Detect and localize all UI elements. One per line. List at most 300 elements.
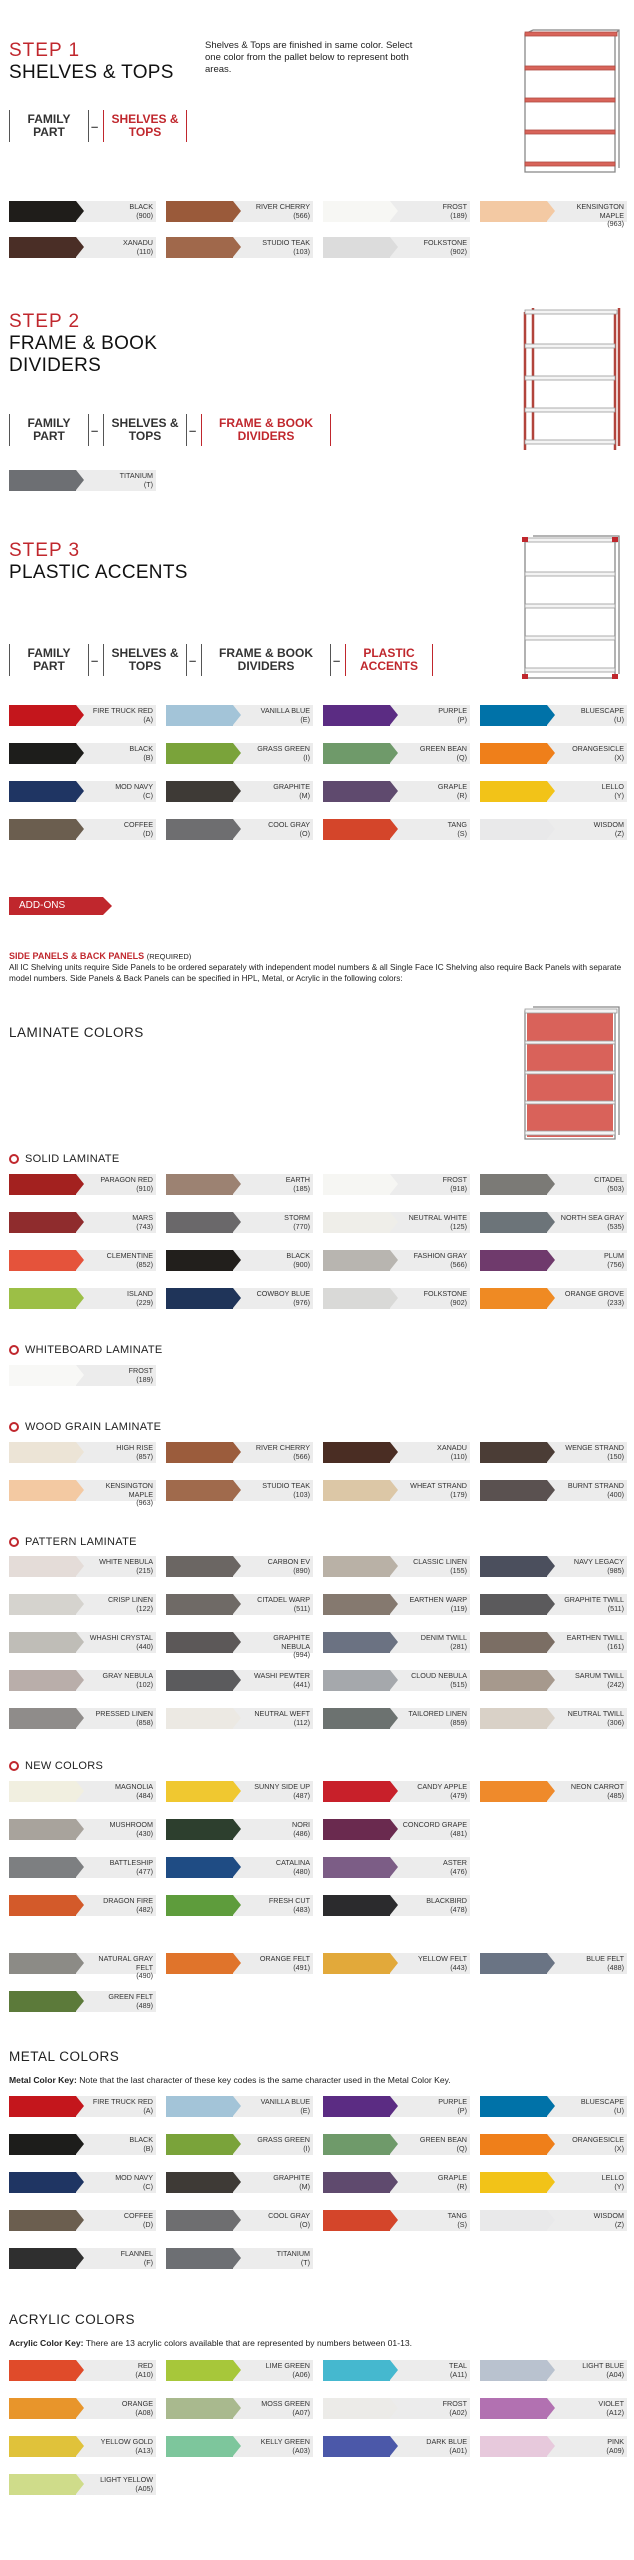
color-swatch-label: CONCORD GRAPE (481) (390, 1819, 470, 1840)
color-swatch-label: ASTER (476) (390, 1857, 470, 1878)
color-swatch-label: CITADEL WARP (511) (233, 1594, 313, 1615)
color-chip (323, 2360, 390, 2381)
color-swatch (480, 781, 627, 802)
color-chip (323, 1212, 390, 1233)
color-swatch (480, 2360, 627, 2381)
color-chip (166, 201, 233, 222)
color-chip (323, 1556, 390, 1577)
color-swatch-label: WHITE NEBULA (215) (76, 1556, 156, 1577)
color-swatch (323, 1442, 470, 1463)
color-chip (9, 1365, 76, 1386)
color-swatch-label: WHEAT STRAND (179) (390, 1480, 470, 1501)
color-chip (9, 705, 76, 726)
bullet-ring-icon (9, 1761, 19, 1771)
color-chip (9, 2248, 76, 2269)
color-swatch (323, 1174, 470, 1195)
color-swatch (480, 1288, 627, 1309)
color-swatch-label: TANG (S) (390, 2210, 470, 2231)
color-chip (9, 1594, 76, 1615)
color-swatch (9, 1288, 156, 1309)
color-swatch (323, 1250, 470, 1271)
color-swatch-label: LIME GREEN (A06) (233, 2360, 313, 2381)
color-swatch-label: GRAPHITE NEBULA (994) (233, 1632, 313, 1653)
color-swatch (166, 1174, 313, 1195)
color-swatch (166, 1708, 313, 1729)
color-swatch-label: TEAL (A11) (390, 2360, 470, 2381)
color-chip (166, 1594, 233, 1615)
color-swatch-label: ORANGE (A08) (76, 2398, 156, 2419)
color-chip (480, 2134, 547, 2155)
color-swatch-label: CITADEL (503) (547, 1174, 627, 1195)
color-swatch (323, 1670, 470, 1691)
color-chip (9, 2436, 76, 2457)
color-swatch-label: ORANGE FELT (491) (233, 1953, 313, 1974)
color-swatch (480, 1632, 627, 1653)
color-chip (166, 1781, 233, 1802)
color-chip (166, 2172, 233, 2193)
color-swatch (480, 1670, 627, 1691)
color-swatch (166, 2172, 313, 2193)
color-swatch-label: MOD NAVY (C) (76, 781, 156, 802)
color-swatch (480, 201, 627, 229)
color-chip (323, 1708, 390, 1729)
color-chip (9, 2134, 76, 2155)
color-chip (9, 743, 76, 764)
color-chip (323, 1632, 390, 1653)
color-swatch-label: NORI (486) (233, 1819, 313, 1840)
color-swatch (480, 1594, 627, 1615)
color-swatch-label: RIVER CHERRY (566) (233, 1442, 313, 1463)
color-chip (9, 781, 76, 802)
color-swatch (9, 1442, 156, 1463)
color-swatch-label: FROST (189) (76, 1365, 156, 1386)
color-chip (9, 1991, 76, 2012)
new-colors-heading (9, 1760, 103, 1772)
color-swatch-label: RIVER CHERRY (566) (233, 201, 313, 222)
color-chip (9, 2474, 76, 2495)
pattern-laminate-heading (9, 1536, 137, 1548)
color-swatch-label: FASHION GRAY (566) (390, 1250, 470, 1271)
color-swatch-label: GRASS GREEN (I) (233, 2134, 313, 2155)
color-swatch-label: COWBOY BLUE (976) (233, 1288, 313, 1309)
color-swatch (166, 1288, 313, 1309)
color-swatch-label: GRAPHITE (M) (233, 2172, 313, 2193)
color-swatch (9, 743, 156, 764)
color-swatch-label: VIOLET (A12) (547, 2398, 627, 2419)
color-swatch-label: WHASHI CRYSTAL (440) (76, 1632, 156, 1653)
color-chip (166, 1250, 233, 1271)
color-swatch-label: TITANIUM (T) (233, 2248, 313, 2269)
color-chip (9, 470, 76, 491)
color-swatch-label: XANADU (110) (76, 237, 156, 258)
color-swatch-label: COOL GRAY (O) (233, 2210, 313, 2231)
color-chip (480, 1594, 547, 1615)
color-chip (166, 705, 233, 726)
color-swatch (9, 1953, 156, 1981)
addons-body: All IC Shelving units require Side Panels to be ordered separately with independent model numbers & all Single Face IC Shelving also require Back Panels with separate model numbers. Side Panels & Back Panels can be specified in HPL, Metal, or Acrylic in the following colors: (9, 963, 622, 983)
color-swatch-label: MUSHROOM (430) (76, 1819, 156, 1840)
color-chip (166, 1819, 233, 1840)
color-swatch-label: GREEN BEAN (Q) (390, 743, 470, 764)
color-swatch (9, 2096, 156, 2117)
bullet-ring-icon (9, 1154, 19, 1164)
shelf-illustration-step3 (519, 534, 623, 684)
color-swatch-label: BLUE FELT (488) (547, 1953, 627, 1974)
color-chip (323, 819, 390, 840)
color-swatch (166, 1556, 313, 1577)
color-swatch-label: STORM (770) (233, 1212, 313, 1233)
color-swatch-label: LIGHT YELLOW (A05) (76, 2474, 156, 2495)
woodgrain-laminate-title: WOOD GRAIN LAMINATE (25, 1421, 162, 1433)
color-swatch (9, 819, 156, 840)
color-swatch (323, 781, 470, 802)
acrylic-key (9, 2338, 624, 2348)
color-swatch-label: FLANNEL (F) (76, 2248, 156, 2269)
color-chip (323, 705, 390, 726)
color-chip (166, 1708, 233, 1729)
color-swatch-label: CATALINA (480) (233, 1857, 313, 1878)
color-chip (480, 1212, 547, 1233)
color-swatch-label: NEUTRAL TWILL (306) (547, 1708, 627, 1729)
woodgrain-laminate-heading (9, 1421, 161, 1433)
color-swatch-label: BLACK (900) (233, 1250, 313, 1271)
color-chip (323, 781, 390, 802)
color-swatch-label: SARUM TWILL (242) (547, 1670, 627, 1691)
color-swatch (9, 1250, 156, 1271)
color-swatch (9, 2436, 156, 2457)
color-swatch (9, 705, 156, 726)
color-swatch (9, 2210, 156, 2231)
color-swatch (166, 819, 313, 840)
color-swatch (9, 1556, 156, 1577)
color-chip (480, 201, 547, 222)
color-chip (166, 2210, 233, 2231)
color-swatch (166, 2360, 313, 2381)
color-swatch-label: ORANGE GROVE (233) (547, 1288, 627, 1309)
color-swatch-label: KENSINGTON MAPLE (963) (76, 1480, 156, 1501)
color-swatch (9, 470, 156, 491)
color-swatch (166, 2436, 313, 2457)
color-chip (480, 1480, 547, 1501)
color-chip (323, 743, 390, 764)
color-swatch (166, 1857, 313, 1878)
color-swatch-label: CANDY APPLE (479) (390, 1781, 470, 1802)
shelf-illustration-step1 (519, 28, 623, 178)
color-chip (480, 819, 547, 840)
color-swatch-label: NORTH SEA GRAY (535) (547, 1212, 627, 1233)
color-swatch-label: FOLKSTONE (902) (390, 1288, 470, 1309)
color-swatch-label: YELLOW GOLD (A13) (76, 2436, 156, 2457)
color-chip (9, 819, 76, 840)
color-chip (166, 1174, 233, 1195)
color-swatch-label: MAGNOLIA (484) (76, 1781, 156, 1802)
bracket-label: FAMILY PART (9, 110, 89, 142)
color-chip (166, 1442, 233, 1463)
color-swatch-label: CLASSIC LINEN (155) (390, 1556, 470, 1577)
color-chip (166, 819, 233, 840)
shelf-illustration-panels (519, 1005, 623, 1145)
pattern-laminate-title: PATTERN LAMINATE (25, 1536, 137, 1548)
color-swatch (9, 781, 156, 802)
color-chip (9, 1708, 76, 1729)
color-swatch (166, 201, 313, 222)
color-chip (323, 2210, 390, 2231)
color-chip (323, 1250, 390, 1271)
color-swatch (323, 201, 470, 222)
color-chip (480, 1632, 547, 1653)
laminate-title: LAMINATE COLORS (9, 1025, 144, 1040)
bracket-label: SHELVES & TOPS (103, 414, 187, 446)
color-swatch (323, 1556, 470, 1577)
color-swatch (480, 2210, 627, 2231)
color-swatch (9, 1895, 156, 1916)
color-swatch (480, 1174, 627, 1195)
color-swatch (9, 1632, 156, 1653)
color-swatch (323, 743, 470, 764)
color-swatch (9, 1174, 156, 1195)
color-swatch-label: NAVY LEGACY (985) (547, 1556, 627, 1577)
color-chip (323, 1288, 390, 1309)
color-swatch-label: GRAY NEBULA (102) (76, 1670, 156, 1691)
color-chip (480, 2172, 547, 2193)
color-swatch (166, 1632, 313, 1660)
color-swatch (323, 2096, 470, 2117)
color-chip (9, 2360, 76, 2381)
color-swatch-label: BURNT STRAND (400) (547, 1480, 627, 1501)
color-swatch (480, 705, 627, 726)
color-swatch (9, 1365, 156, 1386)
color-swatch (9, 2398, 156, 2419)
bracket-label: SHELVES & TOPS (103, 644, 187, 676)
color-swatch-label: FROST (A02) (390, 2398, 470, 2419)
step1-number: STEP 1 (9, 40, 81, 61)
color-swatch (323, 2398, 470, 2419)
bracket-plus-separator: – (189, 653, 197, 668)
color-swatch-label: GRAPHITE TWILL (511) (547, 1594, 627, 1615)
color-chip (9, 1288, 76, 1309)
color-swatch-label: LIGHT BLUE (A04) (547, 2360, 627, 2381)
color-swatch (323, 2172, 470, 2193)
color-swatch-label: FIRE TRUCK RED (A) (76, 705, 156, 726)
color-swatch-label: BLACK (B) (76, 743, 156, 764)
color-chip (9, 1212, 76, 1233)
color-swatch-label: EARTHEN TWILL (161) (547, 1632, 627, 1653)
color-swatch (480, 2436, 627, 2457)
color-swatch (323, 2360, 470, 2381)
color-swatch-label: VANILLA BLUE (E) (233, 705, 313, 726)
color-chip (166, 2360, 233, 2381)
color-swatch (480, 1212, 627, 1233)
addons-heading-text: SIDE PANELS & BACK PANELS (9, 951, 145, 961)
color-chip (9, 1556, 76, 1577)
color-swatch-label: COFFEE (D) (76, 819, 156, 840)
solid-laminate-heading (9, 1153, 119, 1165)
color-swatch (166, 1781, 313, 1802)
color-swatch-label: GRASS GREEN (I) (233, 743, 313, 764)
color-swatch-label: LELLO (Y) (547, 781, 627, 802)
addons-tag (9, 897, 103, 915)
color-swatch (9, 2172, 156, 2193)
color-swatch (9, 1212, 156, 1233)
color-chip (166, 743, 233, 764)
color-swatch-label: CLEMENTINE (852) (76, 1250, 156, 1271)
color-swatch (9, 1708, 156, 1729)
color-swatch-label: ORANGESICLE (X) (547, 743, 627, 764)
color-chip (9, 201, 76, 222)
color-swatch (166, 2134, 313, 2155)
step2-title-line2: DIVIDERS (9, 355, 102, 376)
acrylic-key-label: Acrylic Color Key: (9, 2338, 84, 2348)
color-swatch (9, 2248, 156, 2269)
color-chip (166, 1670, 233, 1691)
color-chip (480, 2096, 547, 2117)
color-swatch (323, 1288, 470, 1309)
step2-title-line1: FRAME & BOOK (9, 333, 158, 354)
color-swatch-label: COFFEE (D) (76, 2210, 156, 2231)
metal-key (9, 2075, 624, 2085)
color-swatch-label: MOSS GREEN (A07) (233, 2398, 313, 2419)
color-chip (480, 743, 547, 764)
color-swatch (323, 1632, 470, 1653)
color-chip (323, 1670, 390, 1691)
color-chip (323, 1442, 390, 1463)
color-swatch (480, 1250, 627, 1271)
color-swatch-label: TITANIUM (T) (76, 470, 156, 491)
color-swatch (323, 237, 470, 258)
color-swatch-label: LELLO (Y) (547, 2172, 627, 2193)
color-swatch (480, 2398, 627, 2419)
color-chip (323, 237, 390, 258)
color-swatch (166, 1953, 313, 1974)
color-swatch-label: BLACKBIRD (478) (390, 1895, 470, 1916)
color-swatch (323, 1895, 470, 1916)
color-chip (323, 2398, 390, 2419)
color-swatch-label: COOL GRAY (O) (233, 819, 313, 840)
color-chip (323, 2096, 390, 2117)
color-swatch (480, 1781, 627, 1802)
color-chip (166, 1857, 233, 1878)
color-swatch-label: MOD NAVY (C) (76, 2172, 156, 2193)
metal-key-label: Metal Color Key: (9, 2075, 77, 2085)
color-swatch-label: WISDOM (Z) (547, 819, 627, 840)
color-swatch (323, 1781, 470, 1802)
color-swatch-label: DARK BLUE (A01) (390, 2436, 470, 2457)
bracket-label: FAMILY PART (9, 414, 89, 446)
color-swatch (9, 1991, 156, 2012)
color-chip (323, 2172, 390, 2193)
color-chip (166, 237, 233, 258)
color-swatch (480, 1953, 627, 1974)
color-chip (9, 2210, 76, 2231)
color-chip (323, 2436, 390, 2457)
color-swatch-label: NEUTRAL WHITE (125) (390, 1212, 470, 1233)
color-swatch (323, 2436, 470, 2457)
color-swatch-label: BATTLESHIP (477) (76, 1857, 156, 1878)
color-chip (166, 2248, 233, 2269)
color-chip (480, 1781, 547, 1802)
color-swatch (9, 1819, 156, 1840)
bracket-plus-separator: – (91, 423, 99, 438)
color-swatch-label: GRAPLE (R) (390, 2172, 470, 2193)
step3-number: STEP 3 (9, 540, 81, 561)
color-chip (166, 1288, 233, 1309)
color-swatch (166, 1212, 313, 1233)
color-swatch (323, 819, 470, 840)
color-swatch (323, 1480, 470, 1501)
step2-number: STEP 2 (9, 311, 81, 332)
color-swatch-label: PLUM (756) (547, 1250, 627, 1271)
color-swatch-label: BLUESCAPE (U) (547, 705, 627, 726)
color-chip (166, 1632, 233, 1653)
bracket-plus-separator: – (333, 653, 341, 668)
color-swatch-label: GREEN FELT (489) (76, 1991, 156, 2012)
color-swatch (9, 2360, 156, 2381)
color-swatch-label: VANILLA BLUE (E) (233, 2096, 313, 2117)
color-swatch-label: CARBON EV (890) (233, 1556, 313, 1577)
metal-title: METAL COLORS (9, 2049, 120, 2064)
color-swatch-label: FOLKSTONE (902) (390, 237, 470, 258)
color-swatch-label: EARTHEN WARP (119) (390, 1594, 470, 1615)
color-swatch-label: FRESH CUT (483) (233, 1895, 313, 1916)
color-swatch (9, 1594, 156, 1615)
color-chip (480, 1288, 547, 1309)
color-chip (480, 1953, 547, 1974)
color-swatch-label: GRAPLE (R) (390, 781, 470, 802)
color-chip (480, 781, 547, 802)
color-chip (323, 1781, 390, 1802)
color-swatch-label: SUNNY SIDE UP (487) (233, 1781, 313, 1802)
color-swatch (166, 781, 313, 802)
color-swatch (480, 1442, 627, 1463)
color-swatch-label: RED (A10) (76, 2360, 156, 2381)
color-swatch (323, 2210, 470, 2231)
bullet-ring-icon (9, 1537, 19, 1547)
metal-key-text: Note that the last character of these key codes is the same character used in the Metal Color Key. (79, 2075, 451, 2085)
color-chip (323, 1594, 390, 1615)
color-swatch (480, 1480, 627, 1501)
color-swatch-label: TANG (S) (390, 819, 470, 840)
color-chip (166, 1895, 233, 1916)
addons-heading (9, 951, 624, 963)
color-swatch (323, 1708, 470, 1729)
color-chip (9, 1480, 76, 1501)
color-chip (166, 2398, 233, 2419)
color-swatch-label: BLACK (B) (76, 2134, 156, 2155)
color-swatch-label: GREEN BEAN (Q) (390, 2134, 470, 2155)
color-swatch (323, 1819, 470, 1840)
color-swatch (9, 1857, 156, 1878)
color-chip (9, 237, 76, 258)
color-chip (166, 781, 233, 802)
color-chip (323, 201, 390, 222)
color-swatch-label: PURPLE (P) (390, 2096, 470, 2117)
color-swatch (480, 819, 627, 840)
color-swatch (9, 1781, 156, 1802)
color-swatch-label: BLACK (900) (76, 201, 156, 222)
color-swatch (323, 1212, 470, 1233)
color-swatch (166, 1895, 313, 1916)
color-swatch (166, 237, 313, 258)
color-swatch-label: WENGE STRAND (150) (547, 1442, 627, 1463)
color-chip (9, 2398, 76, 2419)
color-chip (9, 1857, 76, 1878)
color-swatch (9, 201, 156, 222)
color-swatch-label: PINK (A09) (547, 2436, 627, 2457)
color-swatch-label: PRESSED LINEN (858) (76, 1708, 156, 1729)
color-swatch (323, 1953, 470, 1974)
color-swatch-label: XANADU (110) (390, 1442, 470, 1463)
color-chip (9, 1895, 76, 1916)
